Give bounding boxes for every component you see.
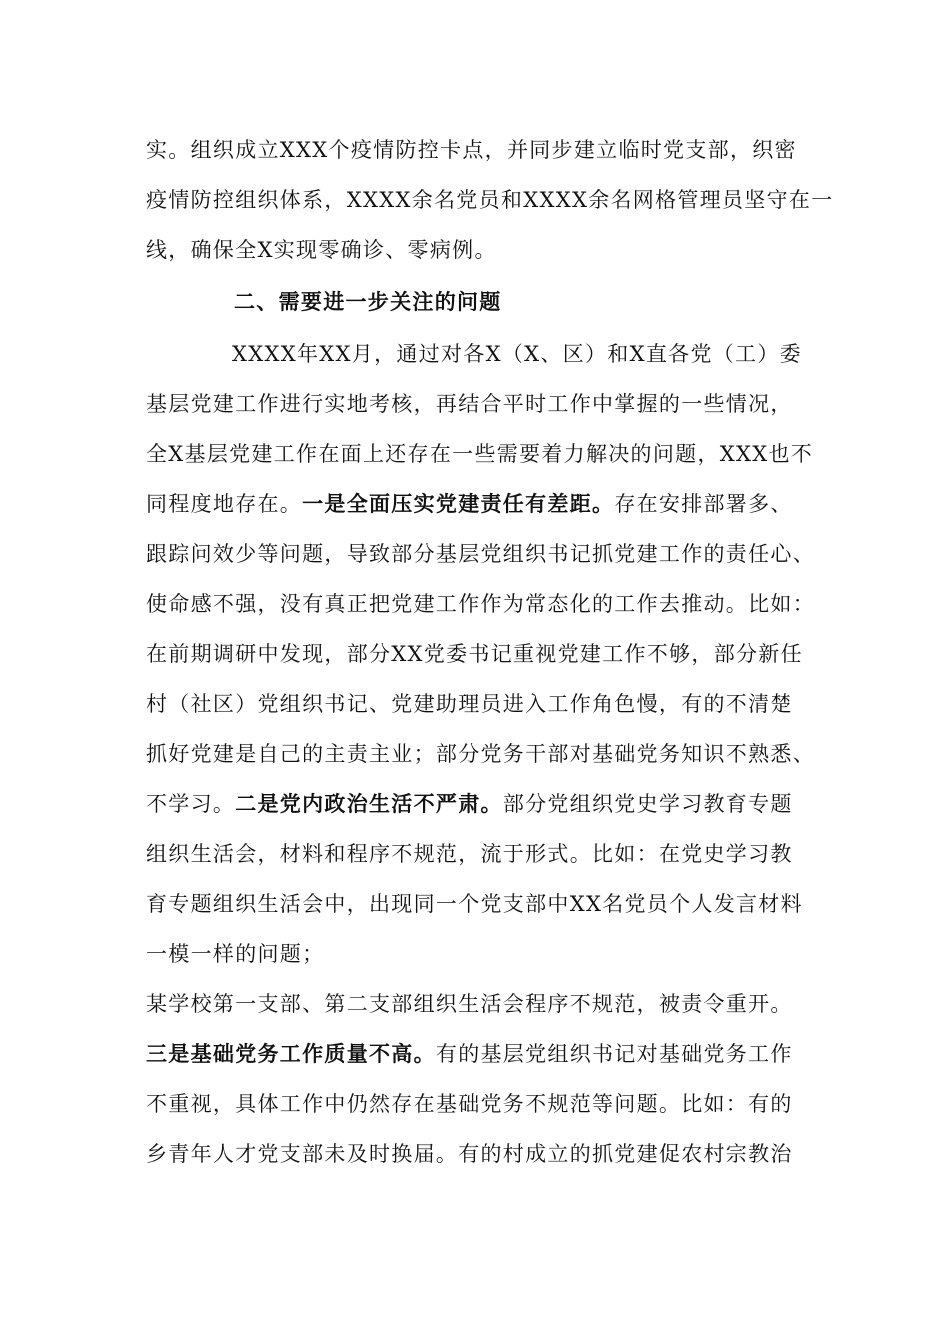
body-text-line [146, 441, 813, 467]
body-text-line [146, 841, 793, 867]
bold-point-title: 三是基础党务工作质量不高。 [146, 1041, 436, 1066]
text-span: 跟踪问效少等问题，导致部分基层党组织书记抓党建工作的责任心、 [146, 542, 815, 566]
bold-point-title: 二是党内政治生活不严肃。 [235, 791, 503, 816]
body-text-line [146, 891, 803, 917]
text-span: 不重视，具体工作中仍然存在基础党务不规范等问题。比如：有的 [146, 1092, 793, 1116]
text-span: 部分党组织党史学习教育专题 [502, 792, 793, 816]
body-text-line [146, 1091, 793, 1117]
paragraph-first-line [232, 341, 802, 367]
body-text-line [146, 641, 803, 667]
body-text-line [146, 541, 815, 567]
body-text-line [146, 941, 324, 967]
text-span: 抓好党建是自己的主责主业；部分党务干部对基础党务知识不熟悉、 [146, 742, 815, 766]
heading-text: 二、需要进一步关注的问题 [234, 289, 502, 314]
body-text-line [146, 691, 793, 717]
text-span: 存在安排部署多、 [614, 492, 793, 516]
text-span: XXXX年XX月，通过对各X（X、区）和X直各党（工）委 [232, 342, 802, 366]
body-text-line [146, 791, 793, 817]
text-span: 基层党建工作进行实地考核，再结合平时工作中掌握的一些情况， [146, 392, 793, 416]
body-text-line [146, 991, 793, 1017]
text-span: 在前期调研中发现，部分XX党委书记重视党建工作不够，部分新任 [146, 642, 803, 666]
body-text-line [146, 1141, 793, 1167]
text-span: 组织生活会，材料和程序不规范，流于形式。比如：在党史学习教 [146, 842, 793, 866]
body-text-line [146, 741, 815, 767]
text-span: 线，确保全X实现零确诊、零病例。 [146, 238, 497, 262]
text-span: 乡青年人才党支部未及时换届。有的村成立的抓党建促农村宗教治 [146, 1142, 793, 1166]
body-text-line [146, 491, 793, 517]
text-span: 实。组织成立XXX个疫情防控卡点，并同步建立临时党支部，织密 [146, 138, 797, 162]
text-span: 一模一样的问题； [146, 942, 325, 966]
text-span: 育专题组织生活会中，出现同一个党支部中XX名党员个人发言材料 [146, 892, 803, 916]
text-span: 某学校第一支部、第二支部组织生活会程序不规范，被责令重开。 [146, 992, 793, 1016]
body-text-line [146, 1041, 793, 1067]
section-heading [234, 289, 502, 315]
body-text-line [146, 187, 834, 213]
body-text-line [146, 391, 793, 417]
text-span: 全X基层党建工作在面上还存在一些需要着力解决的问题，XXX也不 [146, 442, 814, 466]
body-text-line [146, 137, 797, 163]
text-span: 疫情防控组织体系，XXXX余名党员和XXXX余名网格管理员坚守在一 [146, 188, 834, 212]
text-span: 同程度地存在。 [146, 492, 303, 516]
text-span: 村（社区）党组织书记、党建助理员进入工作角色慢，有的不清楚 [146, 692, 793, 716]
text-span: 不学习。 [146, 792, 236, 816]
body-text-line [146, 591, 815, 617]
text-span: 有的基层党组织书记对基础党务工作 [435, 1042, 793, 1066]
bold-point-title: 一是全面压实党建责任有差距。 [302, 491, 615, 516]
text-span: 使命感不强，没有真正把党建工作作为常态化的工作去推动。比如： [146, 592, 815, 616]
body-text-line [146, 237, 497, 263]
